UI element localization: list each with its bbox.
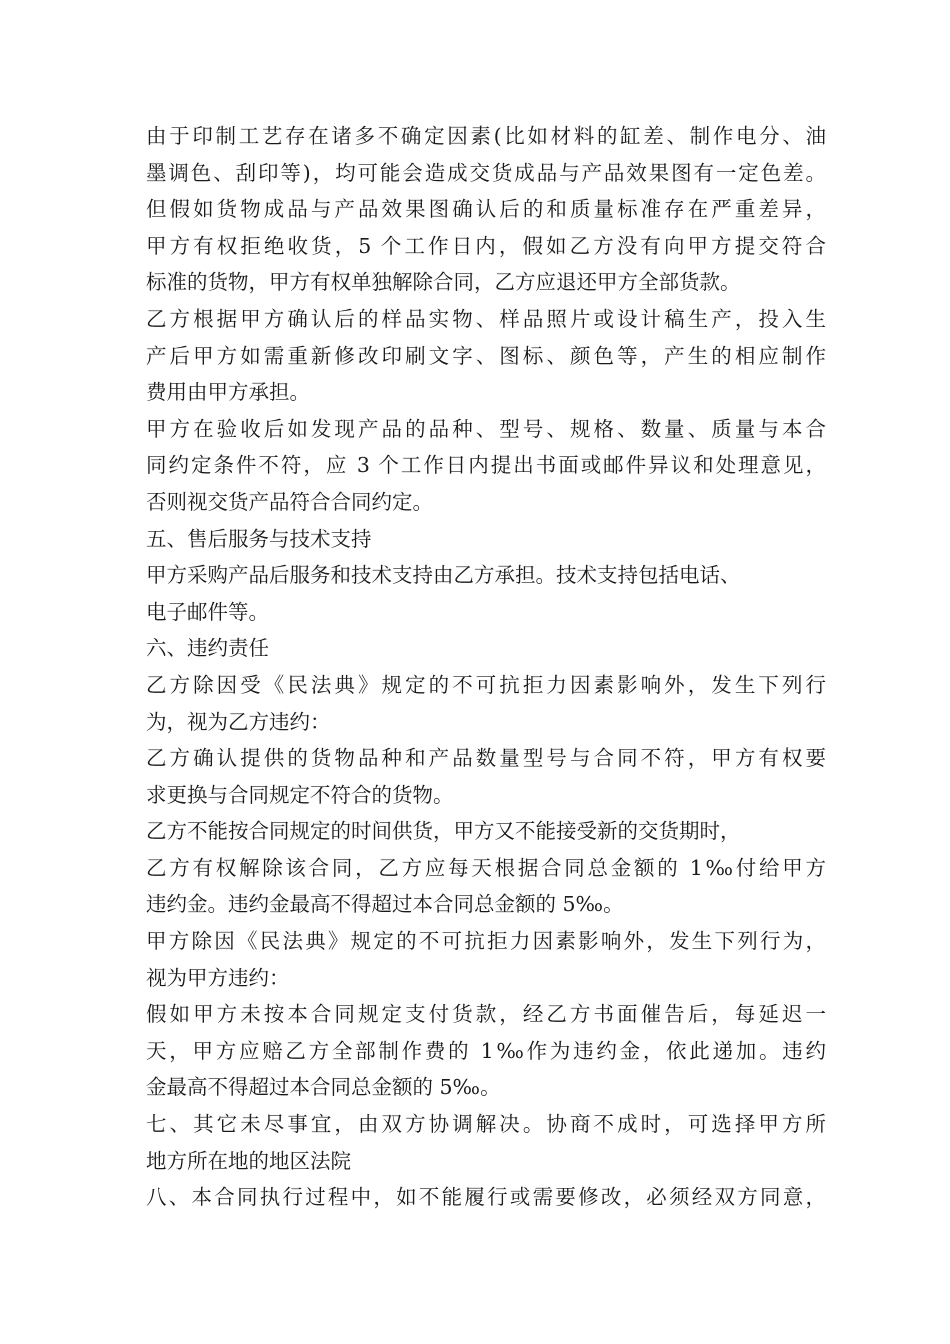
text-line: 甲方采购产品后服务和技术支持由乙方承担。技术支持包括电话、	[146, 563, 741, 588]
text-line: 七、其它未尽事宜，由双方协调解决。协商不成时，可选择甲方所	[146, 1112, 826, 1137]
text-line: 标准的货物，甲方有权单独解除合同，乙方应退还甲方全部货款。	[146, 270, 741, 295]
text-line: 乙方除因受《民法典》规定的不可抗拒力因素影响外，发生下列行	[146, 672, 826, 697]
text-line: 为，视为乙方违约：	[146, 709, 331, 734]
text-line: 乙方确认提供的货物品种和产品数量型号与合同不符，甲方有权要	[146, 746, 826, 771]
text-line: 乙方有权解除该合同，乙方应每天根据合同总金额的 1‰付给甲方	[146, 855, 826, 880]
document-page	[146, 118, 826, 1216]
text-line: 同约定条件不符，应 3 个工作日内提出书面或邮件异议和处理意见，	[146, 453, 826, 478]
text-line: 甲方除因《民法典》规定的不可抗拒力因素影响外，发生下列行为，	[146, 929, 826, 954]
text-line: 甲方有权拒绝收货，5 个工作日内，假如乙方没有向甲方提交符合	[146, 233, 826, 258]
text-line: 墨调色、刮印等)，均可能会造成交货成品与产品效果图有一定色差。	[146, 160, 826, 185]
text-line: 乙方不能按合同规定的时间供货，甲方又不能接受新的交货期时，	[146, 819, 741, 844]
text-line: 由于印制工艺存在诸多不确定因素(比如材料的缸差、制作电分、油	[146, 124, 826, 148]
text-line: 天，甲方应赔乙方全部制作费的 1‰作为违约金，依此递加。违约	[146, 1038, 826, 1063]
text-line: 假如甲方未按本合同规定支付货款，经乙方书面催告后，每延迟一	[146, 1002, 826, 1027]
text-line: 视为甲方违约：	[146, 965, 290, 990]
text-line: 甲方在验收后如发现产品的品种、型号、规格、数量、质量与本合	[146, 416, 826, 441]
text-line: 产后甲方如需重新修改印刷文字、图标、颜色等，产生的相应制作	[146, 343, 826, 368]
text-line: 乙方根据甲方确认后的样品实物、样品照片或设计稿生产，投入生	[146, 306, 826, 331]
text-line: 求更换与合同规定不符合的货物。	[146, 782, 454, 807]
text-line: 但假如货物成品与产品效果图确认后的和质量标准存在严重差异，	[146, 197, 826, 222]
text-line: 六、违约责任	[146, 636, 269, 661]
text-line: 金最高不得超过本合同总金额的 5‰。	[146, 1075, 501, 1100]
text-line: 八、本合同执行过程中，如不能履行或需要修改，必须经双方同意，	[146, 1185, 826, 1210]
text-line: 费用由甲方承担。	[146, 380, 310, 405]
text-line: 五、售后服务与技术支持	[146, 526, 372, 551]
text-line: 违约金。违约金最高不得超过本合同总金额的 5‰。	[146, 892, 624, 917]
text-line: 否则视交货产品符合合同约定。	[146, 489, 433, 514]
text-line: 地方所在地的地区法院	[146, 1148, 351, 1173]
text-line: 电子邮件等。	[146, 599, 269, 624]
